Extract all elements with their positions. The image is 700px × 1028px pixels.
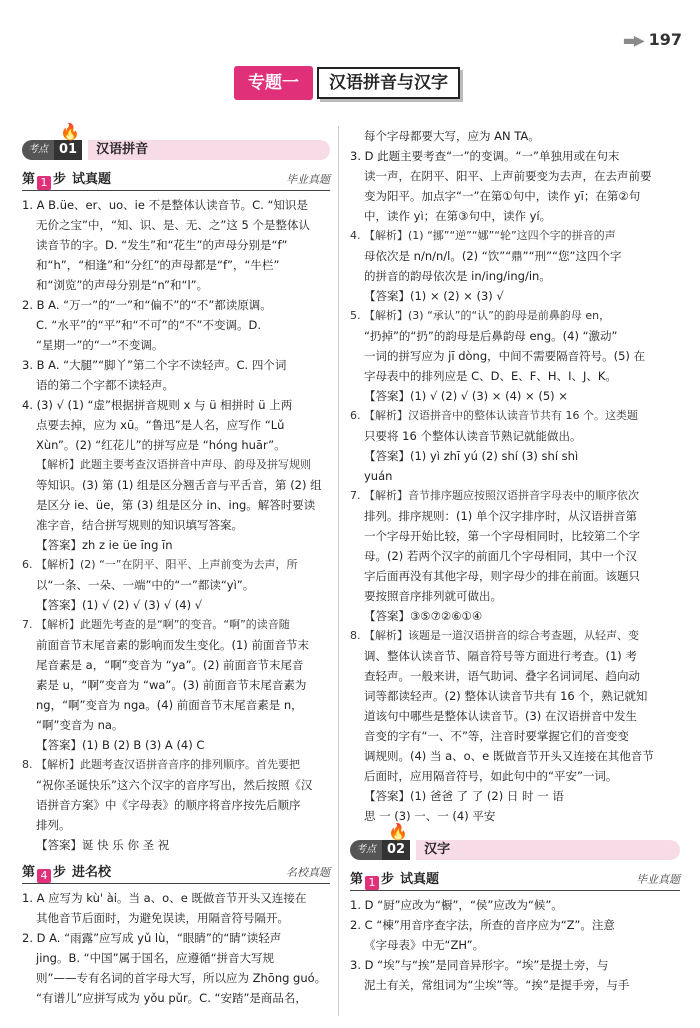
text-line: 读一声，在阴平、阳平、上声前要变为去声，在去声前要 — [364, 169, 652, 183]
answer-list — [350, 895, 680, 995]
chapter-label: 专题一 — [234, 66, 313, 100]
text-line: 准字音，结合拼写规则的知识填写答案。 — [36, 518, 243, 532]
text-line: 只要将 16 个整体认读音节熟记就能做出。 — [364, 429, 582, 443]
text-line: 要按照音序排列就可做出。 — [364, 589, 502, 603]
text-line: “扔掉”的“扔”的韵母是后鼻韵母 eng。(4) “激动” — [364, 329, 618, 343]
chapter-banner — [234, 66, 460, 100]
text-line: 【答案】③⑤⑦②⑥①④ — [364, 609, 483, 623]
kaodian-tag: 考点 — [350, 840, 382, 860]
flame-icon: 🔥 — [388, 822, 408, 841]
text-line: 字后面再没有其他字母，则字母少的排在前面。该题只 — [364, 569, 640, 583]
step-header: 第 1 步 试真题 毕业真题 — [350, 868, 680, 891]
step-source: 名校真题 — [286, 866, 330, 879]
text-line: 【答案】诞 快 乐 你 圣 祝 — [36, 838, 170, 852]
text-line: 一词的拼写应为 jī dòng，中间不需要隔音符号。(5) 在 — [364, 349, 646, 363]
text-line: C. “水平”的“平”和“不可”的“不”不变调。D. — [36, 318, 262, 332]
text-line: 排列。排序规则：(1) 单个汉字排序时，从汉语拼音第 — [364, 509, 637, 523]
left-column — [22, 122, 330, 1008]
text-line: 8. 【解析】该题是一道汉语拼音的综合考查题，从轻声、变 — [350, 629, 639, 642]
step-header: 第 1 步 试真题 毕业真题 — [22, 168, 330, 191]
text-line: 一个字母开始比较，第一个字母相同时，比较第二个字 — [364, 529, 640, 543]
kaodian-header — [350, 822, 680, 860]
text-line: 尾音素是 a，“啊”变音为 “ya”。(2) 前面音节末尾音 — [36, 658, 304, 672]
text-line: “有谱儿”应拼写成为 yǒu pǔr。C. “安踏”是商品名， — [36, 991, 307, 1005]
text-line: 素是 u，“啊”变音为 “wa”。(3) 前面音节末尾音素为 — [36, 678, 307, 692]
text-line: 每个字母都要大写，应为 AN TA。 — [364, 129, 540, 143]
text-line: ng，“啊”变音为 nga。(4) 前面音节末尾音素是 n， — [36, 698, 303, 712]
column-divider — [338, 126, 339, 1016]
text-line: 7. 【解析】此题先考查的是“啊”的变音。“啊”的读音随 — [22, 618, 290, 631]
text-line: 点要去掉，应为 xū。“鲁迅”是人名，应写作 “Lǔ — [36, 418, 285, 432]
text-line: 变为阳平。加点字“一”在第①句中，读作 yī；在第②句 — [364, 189, 641, 203]
text-line: 读音节的字。D. “发生”和“花生”的声母分别是“f” — [36, 238, 288, 252]
text-line: 2. B A. “万一”的“一”和“偏不”的“不”都读原调。 — [22, 298, 272, 312]
step-source: 毕业真题 — [636, 873, 680, 886]
text-line: 母。(2) 若两个汉字的前面几个字母相同，其中一个汉 — [364, 549, 637, 563]
kaodian-number: 02 — [382, 840, 410, 860]
text-line: yuán — [364, 469, 393, 483]
text-line: 音变的字有“一、不”等，注音时要掌握它们的音变变 — [364, 729, 629, 743]
text-line: 【答案】zh z ie üe īng īn — [36, 538, 173, 552]
text-line: “祝你圣诞快乐”这六个汉字的音序写出，然后按照《汉 — [36, 778, 313, 792]
text-line: 3. D 此题主要考查“一”的变调。“一”单独用或在句末 — [350, 149, 620, 163]
text-line: 2. C “棟”用音序查字法，所查的音序应为“Z”。注意 — [350, 918, 615, 932]
text-line: jing。B. “中国”属于国名，应遵循“拼音大写规 — [36, 951, 275, 965]
arrow-icon: ▬▶ — [622, 33, 643, 49]
answer-list — [22, 195, 330, 855]
text-line: 语拼音方案》中《字母表》的顺序将音序按先后顺序 — [36, 798, 301, 812]
page-number: ▬▶ 197 — [622, 30, 682, 49]
text-line: 【答案】(1) √ (2) √ (3) × (4) × (5) × — [364, 389, 568, 403]
kaodian-title: 汉语拼音 — [88, 140, 330, 160]
text-line: “星期一”的“一”不变调。 — [36, 338, 164, 352]
text-line: 【答案】(1) × (2) × (3) √ — [364, 289, 504, 303]
text-line: 后面时，应用隔音符号，如此句中的“平安”一词。 — [364, 769, 618, 783]
text-line: 则”——专有名词的首字母大写，所以应为 Zhōng guó。 — [36, 971, 327, 985]
text-line: 1. A B.üe、er、uo、ie 不是整体认读音节。C. “知识是 — [22, 198, 308, 212]
text-line: 查轻声。一般来讲，语气助词、叠字名词词尾、趋向动 — [364, 669, 640, 683]
text-line: 2. D A. “雨露”应写成 yǔ lù，“眼睛”的“睛”读轻声 — [22, 931, 282, 945]
kaodian-title: 汉字 — [416, 840, 680, 860]
text-line: 4. (3) √ (1) “虚”根据拼音规则 x 与 ü 相拼时 ü 上两 — [22, 398, 293, 412]
text-line: Xùn”。(2) “红花儿”的拼写应是 “hóng huār”。 — [36, 438, 286, 452]
text-line: 【答案】(1) √ (2) √ (3) √ (4) √ — [36, 598, 203, 612]
text-line: 3. B A. “大腿”“脚丫”第二个字不读轻声。C. 四个词 — [22, 358, 287, 372]
text-line: 6. 【解析】汉语拼音中的整体认读音节共有 16 个。这类题 — [350, 409, 638, 422]
text-line: 词等都读轻声。(2) 整体认读音节共有 16 个，熟记就知 — [364, 689, 648, 703]
right-column — [350, 126, 680, 995]
kaodian-header — [22, 122, 330, 160]
text-line: 以“一条、一朵、一端”中的“一”都读“yì”。 — [36, 578, 255, 592]
text-line: 8. 【解析】此题考查汉语拼音音序的排列顺序。首先要把 — [22, 758, 300, 771]
text-line: 字母表中的排列应是 C、D、E、F、H、I、J、K。 — [364, 369, 617, 383]
text-line: 等知识。(3) 第 (1) 组是区分翘舌音与平舌音，第 (2) 组 — [36, 478, 322, 492]
text-line: 思 一 (3) 一、一 (4) 平安 — [364, 809, 496, 823]
text-line: 7. 【解析】音节排序题应按照汉语拼音字母表中的顺序依次 — [350, 489, 639, 502]
text-line: 1. D “厨”应改为“橱”，“侯”应改为“候”。 — [350, 898, 563, 912]
step-number: 1 — [37, 176, 51, 190]
step-title: 试真题 — [400, 872, 440, 887]
text-line: 是区分 ie、üe，第 (3) 组是区分 in、ing。解答时要读 — [36, 498, 316, 512]
text-line: 母依次是 n/n/n/l。(2) “饮”“鼎”“刑”“您”这四个字 — [364, 249, 622, 263]
text-line: 【答案】(1) 爸爸 了 了 (2) 日 时 一 语 — [364, 789, 564, 803]
text-line: “啊”变音为 na。 — [36, 718, 124, 732]
text-line: 中，读作 yì；在第③句中，读作 yí。 — [364, 209, 552, 223]
text-line: 6. 【解析】(2) “一”在阴平、阳平、上声前变为去声，所 — [22, 558, 298, 571]
text-line: 4. 【解析】(1) “挪”“逆”“娜”“轮”这四个字的拼音的声 — [350, 229, 616, 242]
flame-icon: 🔥 — [60, 122, 80, 141]
step-title: 进名校 — [72, 865, 112, 880]
text-line: 5. 【解析】(3) “承认”的“认”的韵母是前鼻韵母 en， — [350, 309, 611, 322]
kaodian-tag: 考点 — [22, 140, 54, 160]
answer-list — [350, 126, 680, 826]
text-line: 3. D “埃”与“挨”是同音异形字。“埃”是提土旁，与 — [350, 958, 609, 972]
text-line: 调、整体认读音节、隔音符号等方面进行考查。(1) 考 — [364, 649, 637, 663]
step-source: 毕业真题 — [286, 173, 330, 186]
text-line: 【答案】(1) yì zhī yú (2) shí (3) shí shì — [364, 449, 579, 463]
text-line: 泥土有关，常组词为“尘埃”等。“挨”是提手旁，与手 — [364, 978, 630, 992]
kaodian-number: 01 — [54, 140, 82, 160]
text-line: 道该句中哪些是整体认读音节。(3) 在汉语拼音中发生 — [364, 709, 637, 723]
text-line: 1. A 应写为 kù' ài。当 a、o、e 既做音节开头又连接在 — [22, 891, 307, 905]
text-line: 排列。 — [36, 818, 71, 832]
text-line: 【答案】(1) B (2) B (3) A (4) C — [36, 738, 205, 752]
step-header: 第 4 步 进名校 名校真题 — [22, 861, 330, 884]
text-line: 的拼音的韵母依次是 in/ing/ing/in。 — [364, 269, 551, 283]
step-title: 试真题 — [72, 172, 112, 187]
text-line: 其他音节后面时，为避免误读，用隔音符号隔开。 — [36, 911, 289, 925]
text-line: 无价之宝”中，“知、识、是、无、之”这 5 个是整体认 — [36, 218, 310, 232]
text-line: 前面音节末尾音素的影响而发生变化。(1) 前面音节末 — [36, 638, 309, 652]
text-line: 调规则。(4) 当 a、o、e 既做音节开头又连接在其他音节 — [364, 749, 654, 763]
text-line: 语的第二个字都不读轻声。 — [36, 378, 174, 392]
step-number: 4 — [37, 869, 51, 883]
text-line: 和“浏览”的声母分别是“n”和“l”。 — [36, 278, 209, 292]
text-line: 《字母表》中无“ZH”。 — [364, 938, 485, 952]
text-line: 和“h”，“相逢”和“分红”的声母都是“f”，“牛栏” — [36, 258, 280, 272]
text-line: 【解析】此题主要考查汉语拼音中声母、韵母及拼写规则 — [36, 458, 311, 471]
chapter-title: 汉语拼音与汉字 — [317, 67, 460, 99]
answer-list — [22, 888, 330, 1008]
step-number: 1 — [365, 876, 379, 890]
